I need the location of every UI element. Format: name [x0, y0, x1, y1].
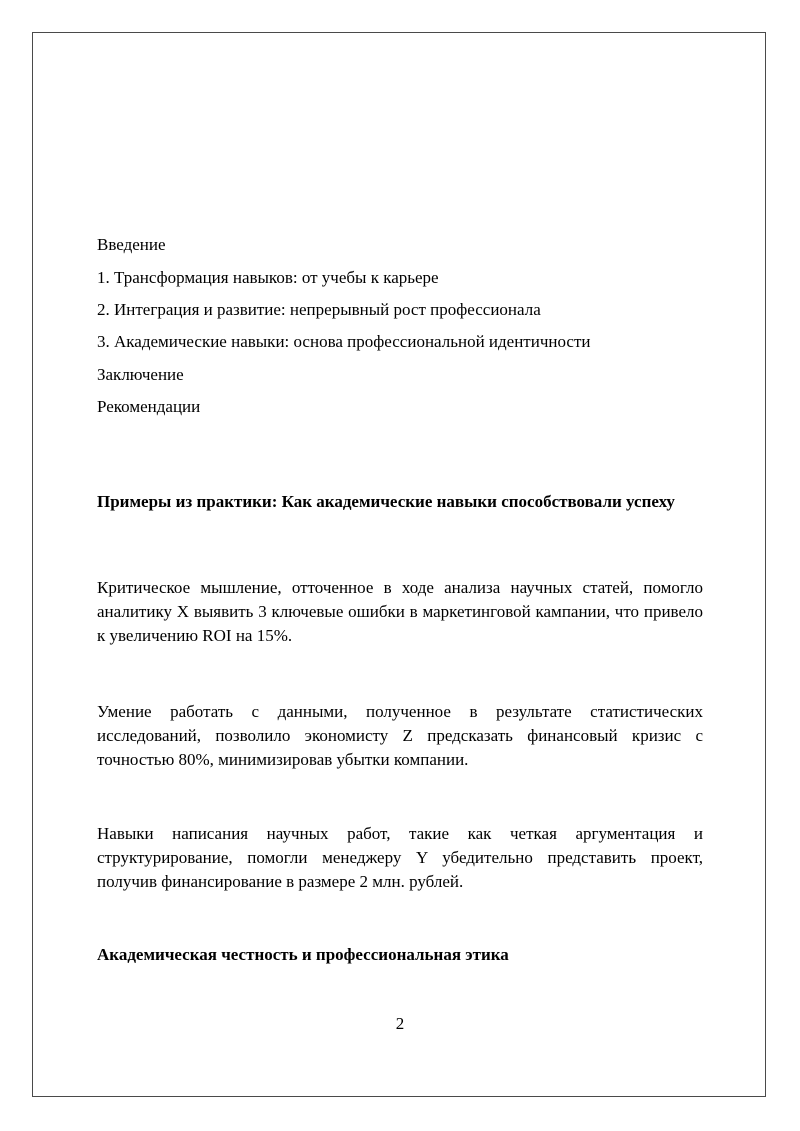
section-heading-practice-examples: Примеры из практики: Как академические навыки способствовали успеху [97, 492, 675, 511]
toc-item-recommendations: Рекомендации [97, 397, 201, 416]
paragraph-writing-skills: Навыки написания научных работ, такие как четкая аргументация и структурирование, помогли менеджеру Y убедительно представить проект, получив финансирование в размере 2 млн. рублей. [97, 824, 703, 891]
toc-item-chapter-2: 2. Интеграция и развитие: непрерывный рост профессионала [97, 300, 541, 319]
toc-item-chapter-3: 3. Академические навыки: основа профессиональной идентичности [97, 332, 591, 351]
toc-item-conclusion: Заключение [97, 365, 184, 384]
toc-item-introduction: Введение [97, 235, 166, 254]
toc-item-chapter-1: 1. Трансформация навыков: от учебы к карьере [97, 268, 439, 287]
page-number: 2 [395, 1014, 405, 1033]
section-heading-academic-integrity: Академическая честность и профессиональная этика [97, 945, 509, 964]
paragraph-critical-thinking: Критическое мышление, отточенное в ходе анализа научных статей, помогло аналитику X выявить 3 ключевые ошибки в маркетинговой кампании, что привело к увеличению ROI на 15%. [97, 578, 703, 645]
page-frame [32, 32, 766, 1097]
paragraph-data-skills: Умение работать с данными, полученное в результате статистических исследований, позволило экономисту Z предсказать финансовый кризис с точностью 80%, минимизировав убытки компании. [97, 702, 703, 769]
